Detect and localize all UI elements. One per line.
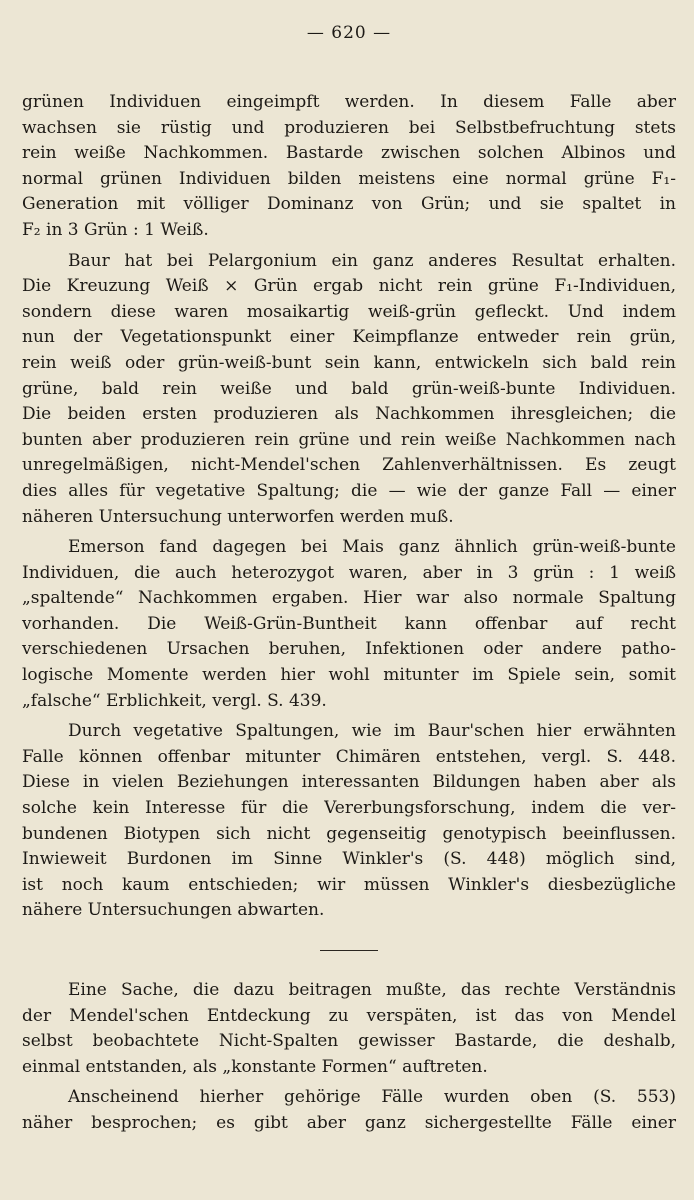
text-line: Baur hat bei Pelargonium ein ganz anderes Resultat erhalten. <box>68 250 676 271</box>
paragraph-4 <box>22 719 676 924</box>
text-line: bunten aber produzieren rein grüne und rein weiße Nachkommen nach <box>22 429 676 450</box>
text-line: F₂ in 3 Grün : 1 Weiß. <box>22 219 209 240</box>
text-line: nun der Vegetationspunkt einer Keimpflanze entweder rein grün, <box>22 327 676 348</box>
paragraph-1 <box>22 90 676 244</box>
text-line: vorhanden. Die Weiß-Grün-Buntheit kann offenbar auf recht <box>22 613 676 634</box>
page-number: — 620 — <box>306 23 392 43</box>
text-line: grüne, bald rein weiße und bald grün-weiß-bunte Individuen. <box>22 378 676 399</box>
text-line: rein weiß oder grün-weiß-bunt sein kann, entwickeln sich bald rein <box>22 352 676 373</box>
text-line: Diese in vielen Beziehungen interessanten Bildungen haben aber als <box>22 772 676 793</box>
text-line: normal grünen Individuen bilden meistens eine normal grüne F₁- <box>22 168 676 189</box>
paragraph-6 <box>22 1085 676 1136</box>
text-line: Individuen, die auch heterozygot waren, aber in 3 grün : 1 weiß <box>22 562 676 583</box>
text-line: näheren Untersuchung unterworfen werden muß. <box>22 506 454 527</box>
text-line: rein weiße Nachkommen. Bastarde zwischen solchen Albinos und <box>22 143 676 164</box>
text-line: Eine Sache, die dazu beitragen mußte, das rechte Verständnis <box>68 980 676 1000</box>
text-line: unregelmäßigen, nicht-Mendel'schen Zahlenverhältnissen. Es zeugt <box>22 455 676 476</box>
text-line: ist noch kaum entschieden; wir müssen Winkler's diesbezügliche <box>22 874 676 895</box>
text-line: Die beiden ersten produzieren als Nachkommen ihresgleichen; die <box>22 404 676 425</box>
text-line: Inwieweit Burdonen im Sinne Winkler's (S. 448) möglich sind, <box>22 849 676 870</box>
text-line: einmal entstanden, als „konstante Formen“ auftreten. <box>22 1056 488 1077</box>
text-line: „falsche“ Erblichkeit, vergl. S. 439. <box>22 690 327 711</box>
paragraph-3 <box>22 535 676 714</box>
text-line: wachsen sie rüstig und produzieren bei Selbstbefruchtung stets <box>22 117 676 138</box>
text-line: sondern diese waren mosaikartig weiß-grün gefleckt. Und indem <box>22 301 676 322</box>
text-line: „spaltende“ Nachkommen ergaben. Hier war also normale Spaltung <box>22 588 676 609</box>
text-line: logische Momente werden hier wohl mitunter im Spiele sein, somit <box>22 665 676 686</box>
text-line: Emerson fand dagegen bei Mais ganz ähnlich grün-weiß-bunte <box>68 537 676 558</box>
text-line: Die Kreuzung Weiß × Grün ergab nicht rein grüne F₁-Individuen, <box>22 276 676 297</box>
paragraph-2 <box>22 249 676 531</box>
paragraph-5 <box>22 978 676 1080</box>
text-line: nähere Untersuchungen abwarten. <box>22 900 325 921</box>
text-line: der Mendel'schen Entdeckung zu verspäten, ist das von Mendel <box>22 1005 676 1026</box>
text-line: Durch vegetative Spaltungen, wie im Baur'schen hier erwähnten <box>68 721 676 742</box>
text-line: dies alles für vegetative Spaltung; die — wie der ganze Fall — einer <box>22 480 676 501</box>
text-line: grünen Individuen eingeimpft werden. In diesem Falle aber <box>22 92 676 112</box>
text-line: Anscheinend hierher gehörige Fälle wurden oben (S. 553) <box>68 1087 676 1108</box>
text-line: Falle können offenbar mitunter Chimären entstehen, vergl. S. 448. <box>22 746 676 767</box>
text-line: bundenen Biotypen sich nicht gegenseitig genotypisch beeinflussen. <box>22 823 676 844</box>
text-line: selbst beobachtete Nicht-Spalten gewisser Bastarde, die deshalb, <box>22 1031 676 1052</box>
text-line: solche kein Interesse für die Vererbungsforschung, indem die ver- <box>22 798 676 819</box>
text-line: näher besprochen; es gibt aber ganz sichergestellte Fälle einer <box>22 1112 676 1133</box>
text-line: Generation mit völliger Dominanz von Grün; und sie spaltet in <box>22 194 676 215</box>
text-line: verschiedenen Ursachen beruhen, Infektionen oder andere patho- <box>22 639 676 660</box>
section-divider <box>22 950 676 952</box>
divider-rule <box>320 950 378 951</box>
